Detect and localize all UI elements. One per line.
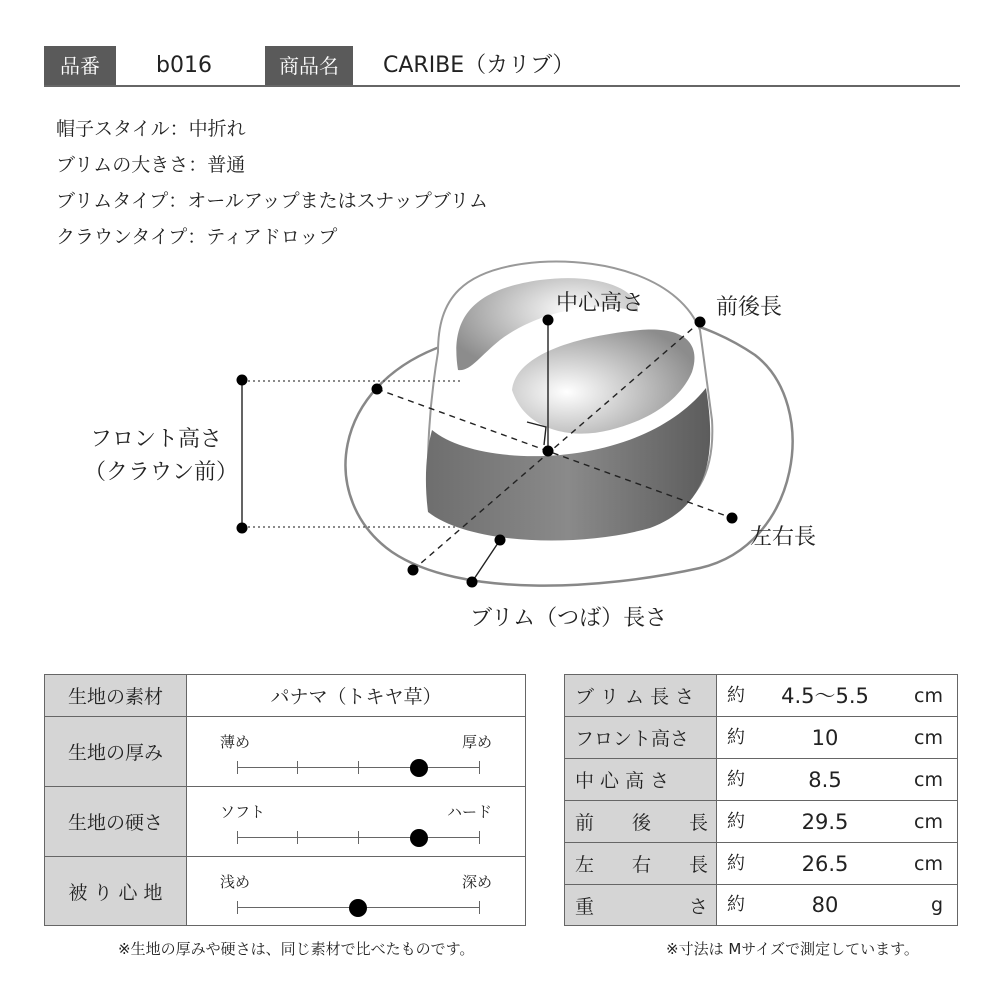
hardness-tick [479, 831, 480, 844]
product-no-label: 品番 [44, 46, 116, 86]
label-front-height: フロント高さ [90, 427, 223, 452]
spec-crown-type: クラウンタイプ：ティアドロップ [56, 226, 338, 248]
material-row [45, 675, 525, 717]
fit-depth-tick [237, 901, 238, 914]
size-label: 左 右 長 [565, 843, 717, 884]
size-value: 29.5 [801, 810, 849, 834]
material-label: 生地の素材 [45, 675, 187, 716]
thickness-indicator [410, 759, 428, 777]
product-no: b016 [156, 53, 212, 78]
size-label: ブ リ ム 長 さ [565, 675, 717, 716]
size-row-weight [565, 885, 957, 925]
spec-hat-style: 帽子スタイル：中折れ [56, 118, 246, 140]
size-unit: cm [914, 853, 943, 875]
thickness-tick [358, 761, 359, 774]
footnote-size: ※寸法は Mサイズで測定しています。 [666, 940, 919, 958]
thickness-min-label: 薄め [220, 733, 251, 751]
fit-depth-min-label: 浅め [220, 873, 251, 891]
size-unit: cm [914, 769, 943, 791]
hardness-row [45, 787, 525, 857]
size-unit: g [930, 894, 943, 916]
label-front-height-sub: （クラウン前） [84, 460, 239, 485]
hardness-indicator [410, 829, 428, 847]
size-approx: 約 [727, 811, 745, 832]
label-left-right-length: 左右長 [750, 525, 817, 550]
size-value: 4.5〜5.5 [781, 684, 869, 708]
size-row-crown-height [565, 759, 957, 801]
size-label: 重 さ [565, 885, 717, 925]
material-value: パナマ（トキヤ草） [270, 686, 442, 708]
label-brim-length: ブリム（つば）長さ [470, 606, 668, 631]
size-approx: 約 [727, 727, 745, 748]
fit-depth-row [45, 857, 525, 925]
spec-brim-type: ブリムタイプ：オールアップまたはスナップブリム [56, 190, 489, 212]
fit-depth-max-label: 深め [461, 873, 492, 891]
size-row-front-back-length [565, 801, 957, 843]
thickness-tick [237, 761, 238, 774]
size-value: 26.5 [801, 852, 849, 876]
thickness-tick [479, 761, 480, 774]
size-label: 中 心 高 さ [565, 759, 717, 800]
hardness-label: 生地の硬さ [45, 787, 187, 856]
hardness-tick [358, 831, 359, 844]
size-approx: 約 [727, 853, 745, 874]
footnote-material: ※生地の厚みや硬さは、同じ素材で比べたものです。 [118, 940, 475, 958]
size-row-front-height [565, 717, 957, 759]
size-value: 80 [811, 893, 839, 917]
size-label: フロント高さ [565, 717, 717, 758]
thickness-label: 生地の厚み [45, 717, 187, 786]
size-approx: 約 [727, 685, 745, 706]
size-value: 10 [811, 726, 839, 750]
label-front-back-length: 前後長 [716, 295, 783, 320]
material-table [44, 674, 526, 926]
fit-depth-label: 被 り 心 地 [45, 857, 187, 925]
label-crown-height: 中心高さ [556, 291, 645, 316]
size-value: 8.5 [808, 768, 842, 792]
hardness-max-label: ハード [446, 803, 492, 821]
size-unit: cm [914, 685, 943, 707]
hardness-tick [237, 831, 238, 844]
size-row-brim-length [565, 675, 957, 717]
product-name-label: 商品名 [265, 46, 353, 86]
size-unit: cm [914, 727, 943, 749]
size-table [564, 674, 958, 926]
fit-depth-indicator [349, 899, 367, 917]
hardness-tick [297, 831, 298, 844]
size-row-left-right-length [565, 843, 957, 885]
size-approx: 約 [727, 769, 745, 790]
hardness-min-label: ソフト [220, 803, 266, 821]
size-label: 前 後 長 [565, 801, 717, 842]
thickness-max-label: 厚め [461, 733, 492, 751]
header-divider [44, 85, 960, 87]
product-name: CARIBE（カリブ） [383, 53, 575, 78]
size-unit: cm [914, 811, 943, 833]
spec-brim-size: ブリムの大きさ：普通 [56, 154, 246, 176]
size-approx: 約 [727, 894, 745, 915]
fit-depth-tick [479, 901, 480, 914]
thickness-tick [297, 761, 298, 774]
thickness-row [45, 717, 525, 787]
